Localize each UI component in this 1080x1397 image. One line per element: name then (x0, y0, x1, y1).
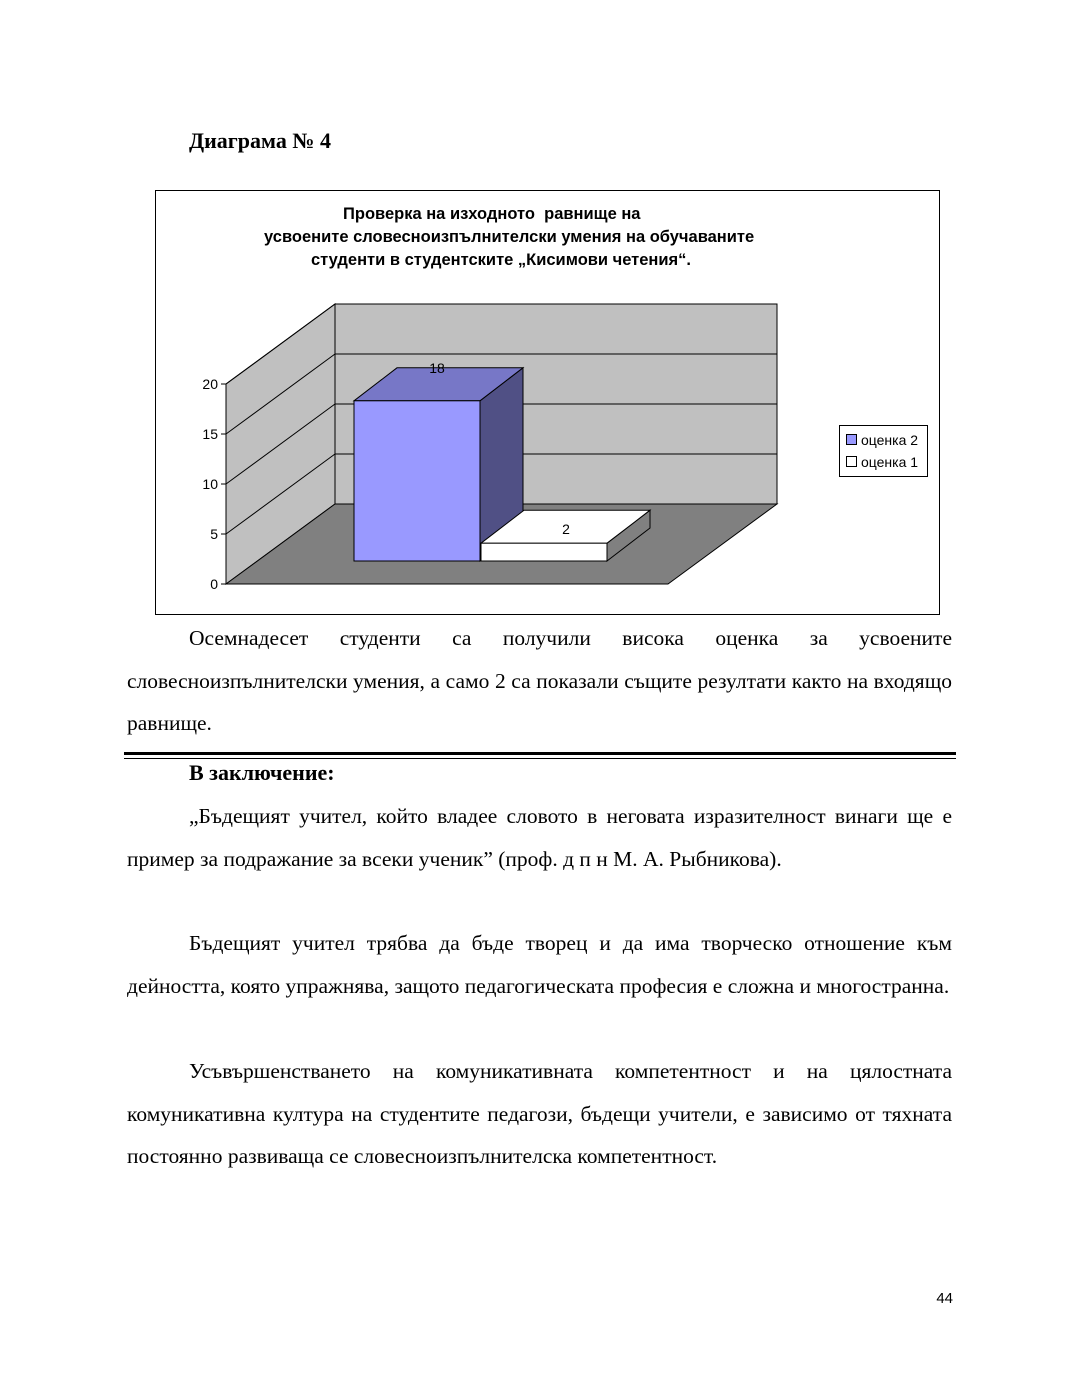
bar-data-label: 18 (429, 359, 445, 376)
bar-front-2 (481, 543, 607, 561)
chart-title-line: студенти в студентските „Кисимови четения“. (311, 251, 692, 269)
conclusion-heading: В заключение: (189, 760, 335, 785)
legend-swatch-ocenka-2 (846, 434, 857, 445)
chart-title-line: Проверка на изходното равнище на (343, 205, 641, 223)
diagram-heading: Диаграма № 4 (189, 128, 331, 153)
legend-item-ocenka-2 (846, 431, 918, 449)
paragraph-quote (127, 795, 952, 880)
legend-swatch-ocenka-1 (846, 456, 857, 467)
y-tick-label: 15 (202, 426, 218, 442)
double-rule-bottom (124, 758, 956, 759)
chart-title (156, 203, 941, 272)
chart-legend (839, 425, 928, 477)
paragraph-teacher-text: Бъдещият учител трябва да бъде творец и да има творческо отношение към дейността, която упражнява, защото педагогическата професия е сложна и многостранна. (127, 931, 952, 998)
y-tick-label: 5 (210, 526, 218, 542)
paragraph-results-text: Осемнадесет студенти са получили висока оценка за усвоените словесноизпълнителски умения, а само 2 са показали същите резултати както на входящо равнище. (127, 626, 952, 735)
chart-title-line: усвоените словесноизпълнителски умения на обучаваните (264, 228, 755, 246)
paragraph-teacher (127, 922, 952, 1007)
y-tick-label: 10 (202, 476, 218, 492)
y-tick-label: 20 (202, 376, 218, 392)
paragraph-competence (127, 1050, 952, 1178)
legend-label: оценка 1 (861, 454, 919, 470)
paragraph-results (127, 617, 952, 745)
paragraph-quote-text: „Бъдещият учител, който владее словото в неговата изразителност винаги ще е пример за подражание за всеки ученик” (проф. д п н М. А. Рыбникова). (127, 804, 952, 871)
chart-container (155, 190, 940, 615)
bar-front-1 (354, 401, 480, 561)
bar-data-label: 2 (562, 521, 570, 538)
double-rule-top (124, 752, 956, 755)
paragraph-competence-text: Усъвършенстването на комуникативната компетентност и на цялостната комуникативна култура на студентите педагози, бъдещи учители, е зависимо от тяхната постоянно развиваща се словесноизпълнителска компетентност. (127, 1059, 952, 1168)
legend-item-ocenka-1 (846, 453, 918, 471)
legend-label: оценка 2 (861, 432, 919, 448)
y-tick-label: 0 (210, 576, 218, 592)
page-number: 44 (936, 1290, 953, 1307)
